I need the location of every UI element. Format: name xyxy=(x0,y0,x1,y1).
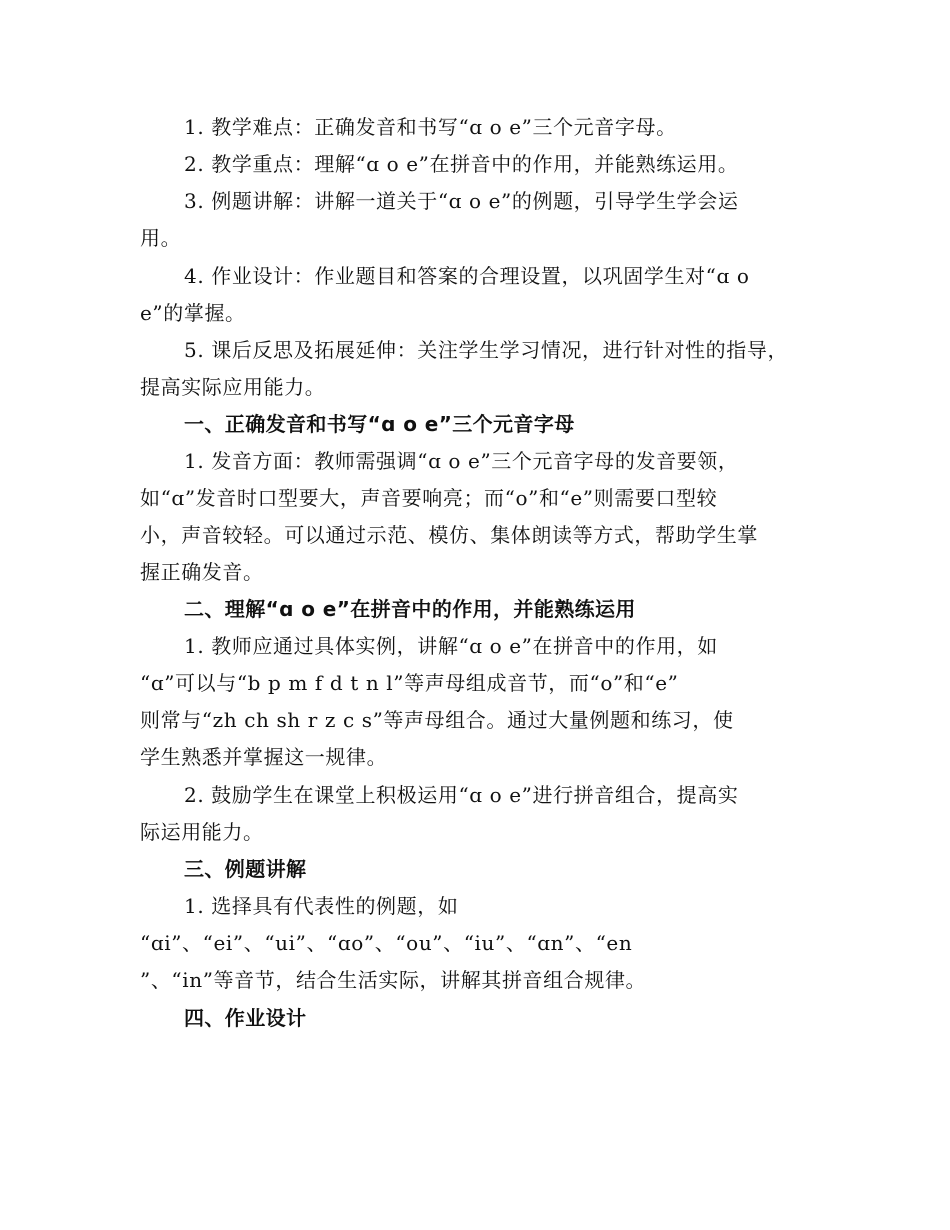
pronunciation-line1: 1. 发音方面：教师需强调“ɑ o e”三个元音字母的发音要领， xyxy=(184,449,739,473)
pronunciation-line2: 如“ɑ”发音时口型要大，声音要响亮；而“o”和“e”则需要口型较 xyxy=(140,486,718,510)
usage-line1: 1. 教师应通过具体实例，讲解“ɑ o e”在拼音中的作用，如 xyxy=(184,634,718,658)
item-key-point: 2. 教学重点：理解“ɑ o e”在拼音中的作用，并能熟练运用。 xyxy=(184,152,739,176)
item-reflection-line2: 提高实际应用能力。 xyxy=(140,375,326,399)
item-example-line1: 3. 例题讲解：讲解一道关于“ɑ o e”的例题，引导学生学会运 xyxy=(184,189,739,213)
section-heading-4: 四、作业设计 xyxy=(184,1006,307,1030)
pronunciation-line4: 握正确发音。 xyxy=(140,560,264,584)
item-example-line2: 用。 xyxy=(140,226,182,250)
example-item-line3: ”、“in”等音节，结合生活实际，讲解其拼音组合规律。 xyxy=(140,968,647,992)
example-item-line2: “ɑi”、“ei”、“ui”、“ɑo”、“ou”、“iu”、“ɑn”、“en xyxy=(140,931,633,955)
example-item-line1: 1. 选择具有代表性的例题，如 xyxy=(184,894,459,918)
item-difficulty: 1. 教学难点：正确发音和书写“ɑ o e”三个元音字母。 xyxy=(184,115,677,139)
item-homework-line1: 4. 作业设计：作业题目和答案的合理设置，以巩固学生对“ɑ o xyxy=(184,264,750,288)
usage-item2-line2: 际运用能力。 xyxy=(140,820,264,844)
item-reflection-line1: 5. 课后反思及拓展延伸：关注学生学习情况，进行针对性的指导， xyxy=(184,338,789,362)
section-heading-2: 二、理解“ɑ o e”在拼音中的作用，并能熟练运用 xyxy=(184,597,636,621)
item-homework-line2: e”的掌握。 xyxy=(140,301,246,325)
section-heading-1: 一、正确发音和书写“ɑ o e”三个元音字母 xyxy=(184,412,575,436)
usage-line3: 则常与“zh ch sh r z c s”等声母组合。通过大量例题和练习，使 xyxy=(140,708,734,732)
section-heading-3: 三、例题讲解 xyxy=(184,857,307,881)
pronunciation-line3: 小，声音较轻。可以通过示范、模仿、集体朗读等方式，帮助学生掌 xyxy=(140,523,758,547)
usage-line4: 学生熟悉并掌握这一规律。 xyxy=(140,745,388,769)
usage-item2-line1: 2. 鼓励学生在课堂上积极运用“ɑ o e”进行拼音组合，提高实 xyxy=(184,783,739,807)
usage-line2: “ɑ”可以与“b p m f d t n l”等声母组成音节，而“o”和“e” xyxy=(140,671,679,695)
